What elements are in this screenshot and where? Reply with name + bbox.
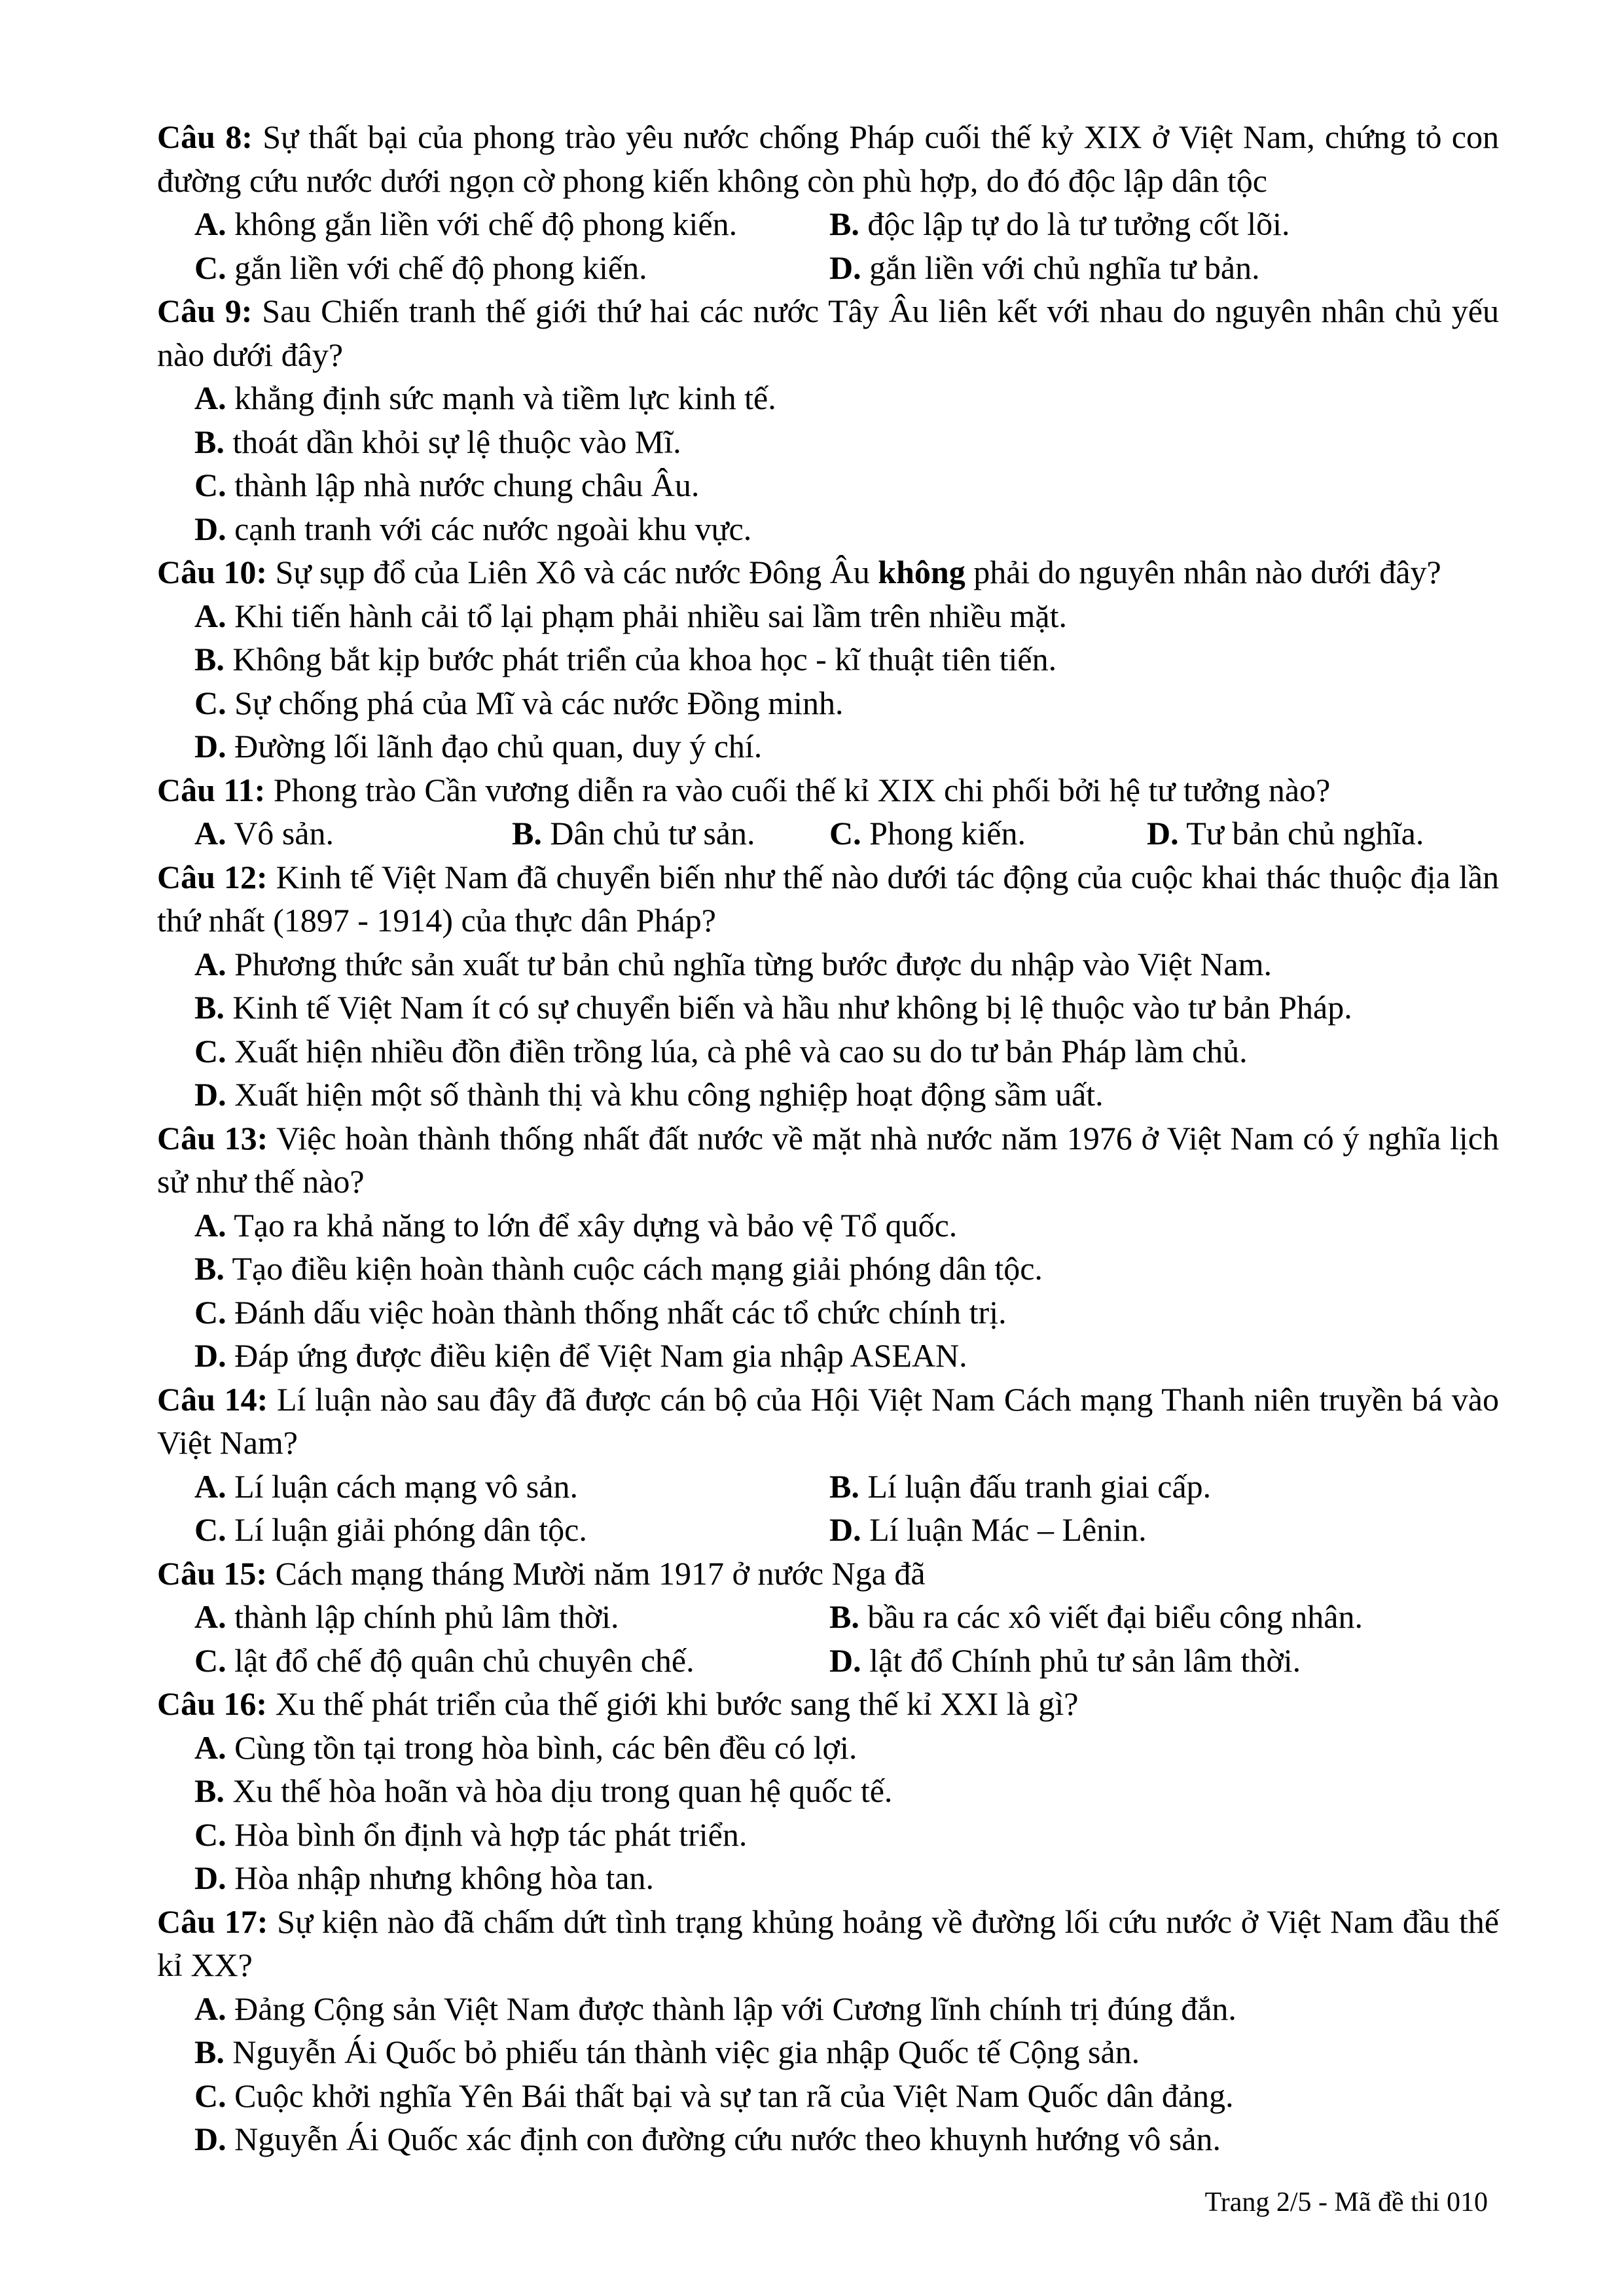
option-d: D. Hòa nhập nhưng không hòa tan.	[194, 1859, 654, 1896]
option-c: C. Sự chống phá của Mĩ và các nước Đồng minh.	[194, 684, 844, 721]
option-c: C. lật đổ chế độ quân chủ chuyên chế.	[194, 1641, 695, 1679]
option-c: C. gắn liền với chế độ phong kiến.	[194, 249, 647, 286]
question-label: Câu 16:	[157, 1685, 268, 1722]
option-b: B. Dân chủ tư sản.	[512, 815, 755, 852]
question-label: Câu 11:	[157, 771, 266, 808]
option-d: D. Đường lối lãnh đạo chủ quan, duy ý chí.	[194, 728, 763, 764]
option-a: A. Vô sản.	[194, 815, 334, 852]
option-c: C. Xuất hiện nhiều đồn điền trồng lúa, cà phê và cao su do tư bản Pháp làm chủ.	[194, 1032, 1248, 1069]
option-b: B. Kinh tế Việt Nam ít có sự chuyển biến và hầu như không bị lệ thuộc vào tư bản Pháp.	[194, 989, 1352, 1026]
question-stem: Câu 15: Cách mạng tháng Mười năm 1917 ở nước Nga đã	[157, 1554, 926, 1592]
option-d: D. Đáp ứng được điều kiện để Việt Nam gia nhập ASEAN.	[194, 1337, 967, 1374]
question-label: Câu 14:	[157, 1380, 268, 1418]
question-stem: Câu 16: Xu thế phát triển của thế giới khi bước sang thế kỉ XXI là gì?	[157, 1685, 1079, 1722]
option-d: D. cạnh tranh với các nước ngoài khu vực.	[194, 510, 752, 547]
option-row	[157, 812, 1499, 855]
question-stem: Câu 12: Kinh tế Việt Nam đã chuyển biến như thế nào dưới tác động của cuộc khai thác thuộc địa lần thứ nhất (1897 - 1914) của thực dân Pháp?	[157, 858, 1499, 939]
option-b: B. độc lập tự do là tư tưởng cốt lõi.	[829, 206, 1290, 242]
question-15	[157, 1552, 1499, 1683]
question-11	[157, 768, 1499, 855]
question-stem: Câu 8: Sự thất bại của phong trào yêu nước chống Pháp cuối thế kỷ XIX ở Việt Nam, chứng tỏ con đường cứu nước dưới ngọn cờ phong kiến không còn phù hợp, do đó độc lập dân tộc	[157, 118, 1499, 199]
option-c: C. Cuộc khởi nghĩa Yên Bái thất bại và sự tan rã của Việt Nam Quốc dân đảng.	[194, 2077, 1234, 2114]
option-d: D. Lí luận Mác – Lênin.	[829, 1511, 1147, 1548]
option-b: B. Lí luận đấu tranh giai cấp.	[829, 1467, 1212, 1505]
option-a: A. khẳng định sức mạnh và tiềm lực kinh tế.	[194, 380, 776, 416]
question-stem: Câu 13: Việc hoàn thành thống nhất đất nước về mặt nhà nước năm 1976 ở Việt Nam có ý nghĩa lịch sử như thế nào?	[157, 1119, 1499, 1200]
option-c: C. thành lập nhà nước chung châu Âu.	[194, 467, 700, 503]
question-17	[157, 1900, 1499, 2161]
option-row	[157, 246, 1499, 290]
option-d: D. gắn liền với chủ nghĩa tư bản.	[829, 249, 1260, 286]
question-stem: Câu 17: Sự kiện nào đã chấm dứt tình trạng khủng hoảng về đường lối cứu nước ở Việt Nam đầu thế kỉ XX?	[157, 1903, 1499, 1983]
option-b: B. Không bắt kịp bước phát triển của khoa học - kĩ thuật tiên tiến.	[194, 641, 1057, 677]
question-14	[157, 1378, 1499, 1552]
option-c: C. Lí luận giải phóng dân tộc.	[194, 1511, 587, 1548]
option-b: B. Nguyễn Ái Quốc bỏ phiếu tán thành việc gia nhập Quốc tế Cộng sản.	[194, 2034, 1140, 2070]
option-a: A. thành lập chính phủ lâm thời.	[194, 1598, 619, 1635]
option-d: D. Xuất hiện một số thành thị và khu công nghiệp hoạt động sầm uất.	[194, 1076, 1104, 1113]
negation-emphasis: không	[878, 554, 965, 590]
page-footer: Trang 2/5 - Mã đề thi 010	[1204, 2187, 1488, 2217]
option-a: A. Khi tiến hành cải tổ lại phạm phải nhiều sai lầm trên nhiều mặt.	[194, 597, 1067, 634]
question-stem: Câu 14: Lí luận nào sau đây đã được cán bộ của Hội Việt Nam Cách mạng Thanh niên truyền bá vào Việt Nam?	[157, 1380, 1499, 1461]
option-a: A. Tạo ra khả năng to lớn để xây dựng và bảo vệ Tổ quốc.	[194, 1206, 958, 1244]
question-9	[157, 289, 1499, 550]
question-8	[157, 115, 1499, 289]
option-d: D. Tư bản chủ nghĩa.	[1147, 815, 1424, 852]
question-label: Câu 13:	[157, 1119, 268, 1157]
question-stem: Câu 9: Sau Chiến tranh thế giới thứ hai các nước Tây Âu liên kết với nhau do nguyên nhân chủ yếu nào dưới đây?	[157, 293, 1499, 373]
question-label: Câu 8:	[157, 118, 253, 155]
question-stem: Câu 10: Sự sụp đổ của Liên Xô và các nước Đông Âu không phải do nguyên nhân nào dưới đây?	[157, 554, 1441, 590]
question-13	[157, 1117, 1499, 1378]
option-b: B. Xu thế hòa hoãn và hòa dịu trong quan hệ quốc tế.	[194, 1772, 893, 1809]
option-c: C. Hòa bình ổn định và hợp tác phát triển.	[194, 1816, 748, 1853]
option-a: A. Cùng tồn tại trong hòa bình, các bên đều có lợi.	[194, 1729, 857, 1766]
question-12	[157, 855, 1499, 1117]
option-d: D. Nguyễn Ái Quốc xác định con đường cứu nước theo khuynh hướng vô sản.	[194, 2121, 1221, 2157]
option-c: C. Phong kiến.	[829, 815, 1026, 852]
option-row	[157, 1465, 1499, 1509]
question-10	[157, 550, 1499, 768]
option-d: D. lật đổ Chính phủ tư sản lâm thời.	[829, 1641, 1301, 1679]
question-label: Câu 17:	[157, 1903, 268, 1940]
option-a: A. Phương thức sản xuất tư bản chủ nghĩa từng bước được du nhập vào Việt Nam.	[194, 945, 1272, 982]
question-label: Câu 12:	[157, 858, 268, 895]
question-16	[157, 1682, 1499, 1900]
option-a: A. Lí luận cách mạng vô sản.	[194, 1467, 578, 1505]
option-b: B. bầu ra các xô viết đại biểu công nhân.	[829, 1598, 1363, 1635]
question-label: Câu 9:	[157, 293, 253, 329]
option-b: B. thoát dần khỏi sự lệ thuộc vào Mĩ.	[194, 423, 681, 460]
question-stem: Câu 11: Phong trào Cần vương diễn ra vào cuối thế kỉ XIX chi phối bởi hệ tư tưởng nào?	[157, 771, 1331, 808]
option-row	[157, 1595, 1499, 1639]
option-a: A. không gắn liền với chế độ phong kiến.	[194, 206, 738, 242]
question-label: Câu 10:	[157, 554, 268, 590]
option-row	[157, 1639, 1499, 1683]
option-row	[157, 202, 1499, 246]
option-a: A. Đảng Cộng sản Việt Nam được thành lập với Cương lĩnh chính trị đúng đắn.	[194, 1990, 1236, 2027]
exam-page	[157, 115, 1499, 2161]
option-c: C. Đánh dấu việc hoàn thành thống nhất các tổ chức chính trị.	[194, 1293, 1007, 1331]
option-row	[157, 1508, 1499, 1552]
question-label: Câu 15:	[157, 1554, 268, 1592]
option-b: B. Tạo điều kiện hoàn thành cuộc cách mạng giải phóng dân tộc.	[194, 1250, 1043, 1287]
